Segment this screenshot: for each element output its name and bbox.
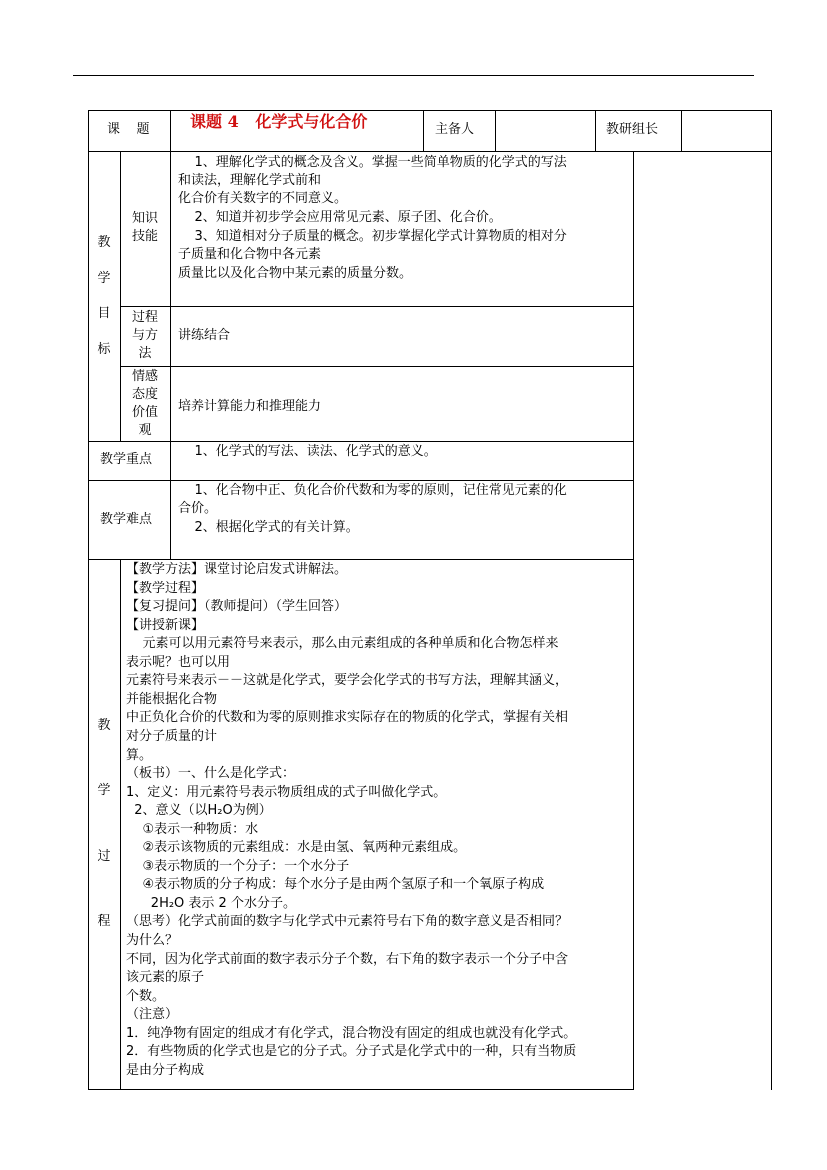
grid-line — [120, 559, 121, 1090]
objectives-label-3: 目 — [97, 306, 111, 321]
process-line: 对分子质量的计 — [126, 728, 218, 744]
process-line: 个数。 — [126, 988, 166, 1004]
grid-line — [170, 441, 171, 559]
process-line: 【教学过程】 — [126, 580, 205, 596]
grid-line — [120, 151, 121, 441]
key-points-label: 教学重点 — [100, 452, 153, 467]
process-line: ④表示物质的分子构成：每个水分子是由两个氢原子和一个氧原子构成 — [126, 877, 545, 893]
attitude-label-2: 态度 — [131, 387, 158, 402]
process-line: 2．有些物质的化学式也是它的分子式。分子式是化学式中的一种，只有当物质 — [126, 1044, 577, 1060]
difficulties-line: 合价。 — [178, 501, 218, 516]
knowledge-line: 1、理解化学式的概念及含义。掌握一些简单物质的化学式的写法 — [178, 155, 567, 170]
lesson-title: 课题 4 化学式与化合价 — [190, 112, 368, 131]
lesson-plan-table — [88, 110, 771, 1090]
process-method-label-3: 法 — [138, 346, 152, 361]
grid-line — [423, 110, 424, 151]
grid-line — [88, 110, 89, 1090]
process-line: 是由分子构成 — [126, 1062, 205, 1078]
process-line: 【教学方法】课堂讨论启发式讲解法。 — [126, 562, 348, 577]
difficulties-label: 教学难点 — [100, 512, 153, 527]
process-label-4: 程 — [97, 914, 111, 929]
process-line: 不同，因为化学式前面的数字表示分子个数，右下角的数字表示一个分子中含 — [126, 951, 569, 967]
objectives-label-2: 学 — [97, 271, 111, 286]
preparer-label: 主备人 — [435, 122, 475, 137]
process-method-label-2: 与方 — [131, 328, 158, 343]
attitude-label-3: 价值 — [131, 405, 158, 420]
grid-line — [170, 110, 171, 151]
difficulties-line: 2、根据化学式的有关计算。 — [178, 520, 359, 535]
process-line: ①表示一种物质：水 — [126, 821, 259, 837]
process-line: 并能根据化合物 — [126, 691, 218, 707]
process-line: （思考）化学式前面的数字与化学式中元素符号右下角的数字意义是否相同？ — [126, 914, 569, 930]
knowledge-line: 3、知道相对分子质量的概念。初步掌握化学式计算物质的相对分 — [178, 229, 567, 244]
grid-line — [771, 110, 772, 1090]
grid-line — [88, 1089, 633, 1090]
header-rule — [73, 75, 754, 76]
knowledge-line: 质量比以及化合物中某元素的质量分数。 — [178, 266, 413, 281]
process-line: （板书）一、什么是化学式： — [126, 766, 296, 782]
attitude-label-1: 情感 — [131, 369, 158, 384]
process-line: 1．纯净物有固定的组成才有化学式，混合物没有固定的组成也就没有化学式。 — [126, 1025, 577, 1041]
process-line: （注意） — [126, 1007, 179, 1023]
process-line: 元素符号来表示－－这就是化学式，要学会化学式的书写方法，理解其涵义， — [126, 673, 569, 689]
process-line: 元素可以用元素符号来表示，那么由元素组成的各种单质和化合物怎样来 — [126, 636, 559, 652]
key-points-text: 1、化学式的写法、读法、化学式的意义。 — [178, 444, 437, 459]
process-line: 【复习提问】（教师提问）（学生回答） — [126, 599, 348, 615]
knowledge-line: 子质量和化合物中各元素 — [178, 247, 322, 262]
grid-line — [120, 366, 633, 367]
difficulties-line: 1、化合物中正、负化合价代数和为零的原则，记住常见元素的化 — [178, 483, 567, 498]
grid-line — [170, 151, 171, 441]
objectives-label-1: 教 — [97, 235, 111, 250]
grid-line — [120, 306, 633, 307]
process-line: 2H₂O 表示 2 个水分子。 — [126, 895, 296, 911]
objectives-label-4: 标 — [97, 342, 111, 357]
knowledge-line: 2、知道并初步学会应用常见元素、原子团、化合价。 — [178, 210, 502, 225]
grid-line — [495, 110, 496, 151]
knowledge-line: 和读法，理解化学式前和 — [178, 173, 322, 188]
knowledge-line: 化合价有关数字的不同意义。 — [178, 191, 348, 206]
attitude-label-4: 观 — [138, 423, 152, 438]
grid-line — [681, 110, 682, 151]
process-line: 表示呢？也可以用 — [126, 654, 231, 670]
process-line: 算。 — [126, 747, 153, 763]
process-line: 中正负化合价的代数和为零的原则推求实际存在的物质的化学式，掌握有关相 — [126, 710, 569, 726]
grid-line — [88, 110, 771, 111]
process-line: 为什么？ — [126, 933, 179, 948]
process-label-3: 过 — [97, 849, 111, 864]
grid-line — [88, 559, 633, 560]
process-label-1: 教 — [97, 718, 111, 733]
process-line: ②表示该物质的元素组成：水是由氢、氧两种元素组成。 — [126, 840, 467, 856]
grid-line — [88, 151, 771, 152]
process-line: ③表示物质的一个分子：一个水分子 — [126, 858, 350, 874]
process-method-label-1: 过程 — [131, 310, 158, 325]
process-method-text: 讲练结合 — [178, 328, 231, 343]
knowledge-label-1: 知识 — [131, 211, 158, 226]
knowledge-label-2: 技能 — [131, 229, 158, 244]
grid-line — [633, 151, 634, 1090]
process-line: 1、定义：用元素符号表示物质组成的式子叫做化学式。 — [126, 784, 447, 800]
process-label-2: 学 — [97, 783, 111, 798]
process-line: 该元素的原子 — [126, 970, 205, 986]
grid-line — [595, 110, 596, 151]
attitude-text: 培养计算能力和推理能力 — [178, 399, 322, 414]
subject-label: 课 题 — [107, 122, 150, 137]
process-line: 2、意义（以H₂O为例） — [126, 803, 272, 819]
process-line: 【讲授新课】 — [126, 617, 205, 633]
leader-label: 教研组长 — [606, 122, 659, 137]
